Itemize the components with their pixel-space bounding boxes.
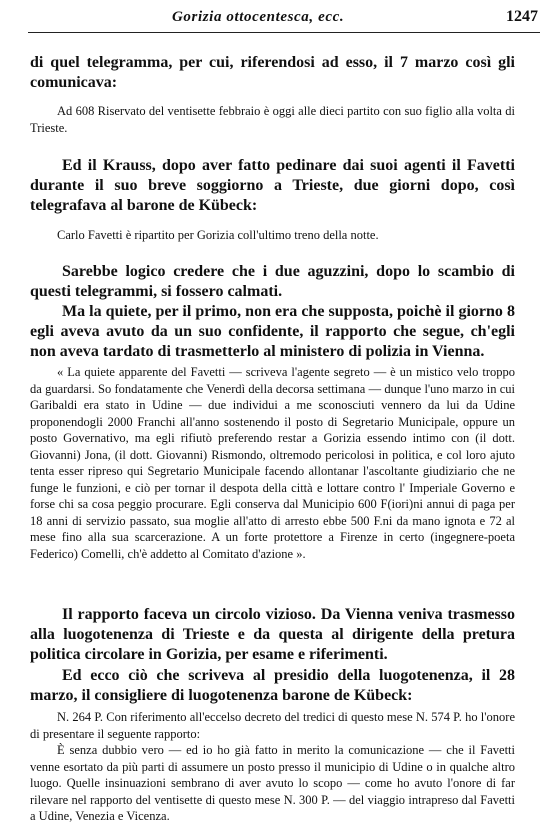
quote-kubeck-opening: N. 264 P. Con riferimento all'eccelso decreto del tredici di questo mese N. 574 P. ho l'onore di presentare il seguente rapporto: [30, 710, 515, 741]
paragraph-2: Ed il Krauss, dopo aver fatto pedinare dai suoi agenti il Favetti durante il suo breve soggiorno a Trieste, due giorni dopo, così telegrafava al barone de Kübeck: [30, 157, 515, 214]
paragraph-4: Ma la quiete, per il primo, non era che supposta, poichè il giorno 8 egli aveva avuto da un suo confidente, il rapporto che segue, ch'egli non aveva tardato di trasmetterlo al ministero di polizia in Vienna. [30, 303, 515, 360]
header-rule [28, 32, 540, 33]
page-number: 1247 [506, 8, 538, 25]
quote-kubeck-body: È senza dubbio vero — ed io ho già fatto in merito la comunicazione — che il Favetti venne esortato da più parti di assumere un posto presso il municipio di Udine o in qualche altro luogo. Quelle insinuazioni sembrano di aver avuto lo scopo — come ho avuto l'onore di far rilevare nel rapporto del ventisette di questo mese N. 300 P. — del viaggio intrapreso dal Favetti a Udine, Venezia e Vicenza. [30, 743, 515, 823]
paragraph-3: Sarebbe logico credere che i due aguzzini, dopo lo scambio di questi telegrammi, si fossero calmati. [30, 263, 515, 300]
paragraph-5: Il rapporto faceva un circolo vizioso. Da Vienna veniva trasmesso alla luogotenenza di Trieste e da questa al dirigente della pretura politica circolare in Gorizia, per esame e riferimenti. [30, 606, 515, 663]
running-header [0, 6, 550, 28]
paragraph-1: di quel telegramma, per cui, riferendosi ad esso, il 7 marzo così gli comunicava: [30, 54, 515, 91]
quote-kubeck-report [30, 709, 515, 825]
quote-telegram-2: Carlo Favetti è ripartito per Gorizia coll'ultimo treno della notte. [57, 228, 379, 242]
running-title: Gorizia ottocentesca, ecc. [172, 9, 345, 25]
quote-agent-report: « La quiete apparente del Favetti — scriveva l'agente segreto — è un mistico velo troppo da guardarsi. So fondatamente che Venerdì della decorsa settimana — dunque l'uno marzo in cui Garibaldi era stato in Udine — due individui a me sconosciuti vennero da lui da Udine proponendogli 2000 Franchi all'anno sostenendo il posto di Segretario Municipale, oppure un posto Governativo, ma egli rifiutò preferendo restar a Gorizia essendo intimo con (il dott. Giovanni) Jona, (il dott. Giovanni) Rismondo, oltremodo pericolosi in politica, e col loro ajuto tenta esser ripreso qui Segretario Municipale facendo allontanar l'ascoltante giudiziario che ne funge le funzioni, e ciò per tornar il despota della città e lottare contro l' Imperiale Governo e forse chi sa cosa peggio procurare. Egli conserva dal Municipio 600 F(iori)ni annui di paga per 18 anni di servizio passato, sua moglie all'atto di arresto ebbe 500 F.ni da mano ignota e 72 al mese fino alla sua scarcerazione. A un forte protettore a Firenze in certo (ingegnere-poeta Federico) Comelli, ch'è addetto al Comitato d'azione ». [30, 365, 515, 561]
paragraph-6: Ed ecco ciò che scriveva al presidio della luogotenenza, il 28 marzo, il consigliere di luogotenenza barone de Kübeck: [30, 667, 515, 704]
quote-telegram-1: Ad 608 Riservato del ventisette febbraio è oggi alle dieci partito con suo figlio alla volta di Trieste. [30, 104, 515, 135]
